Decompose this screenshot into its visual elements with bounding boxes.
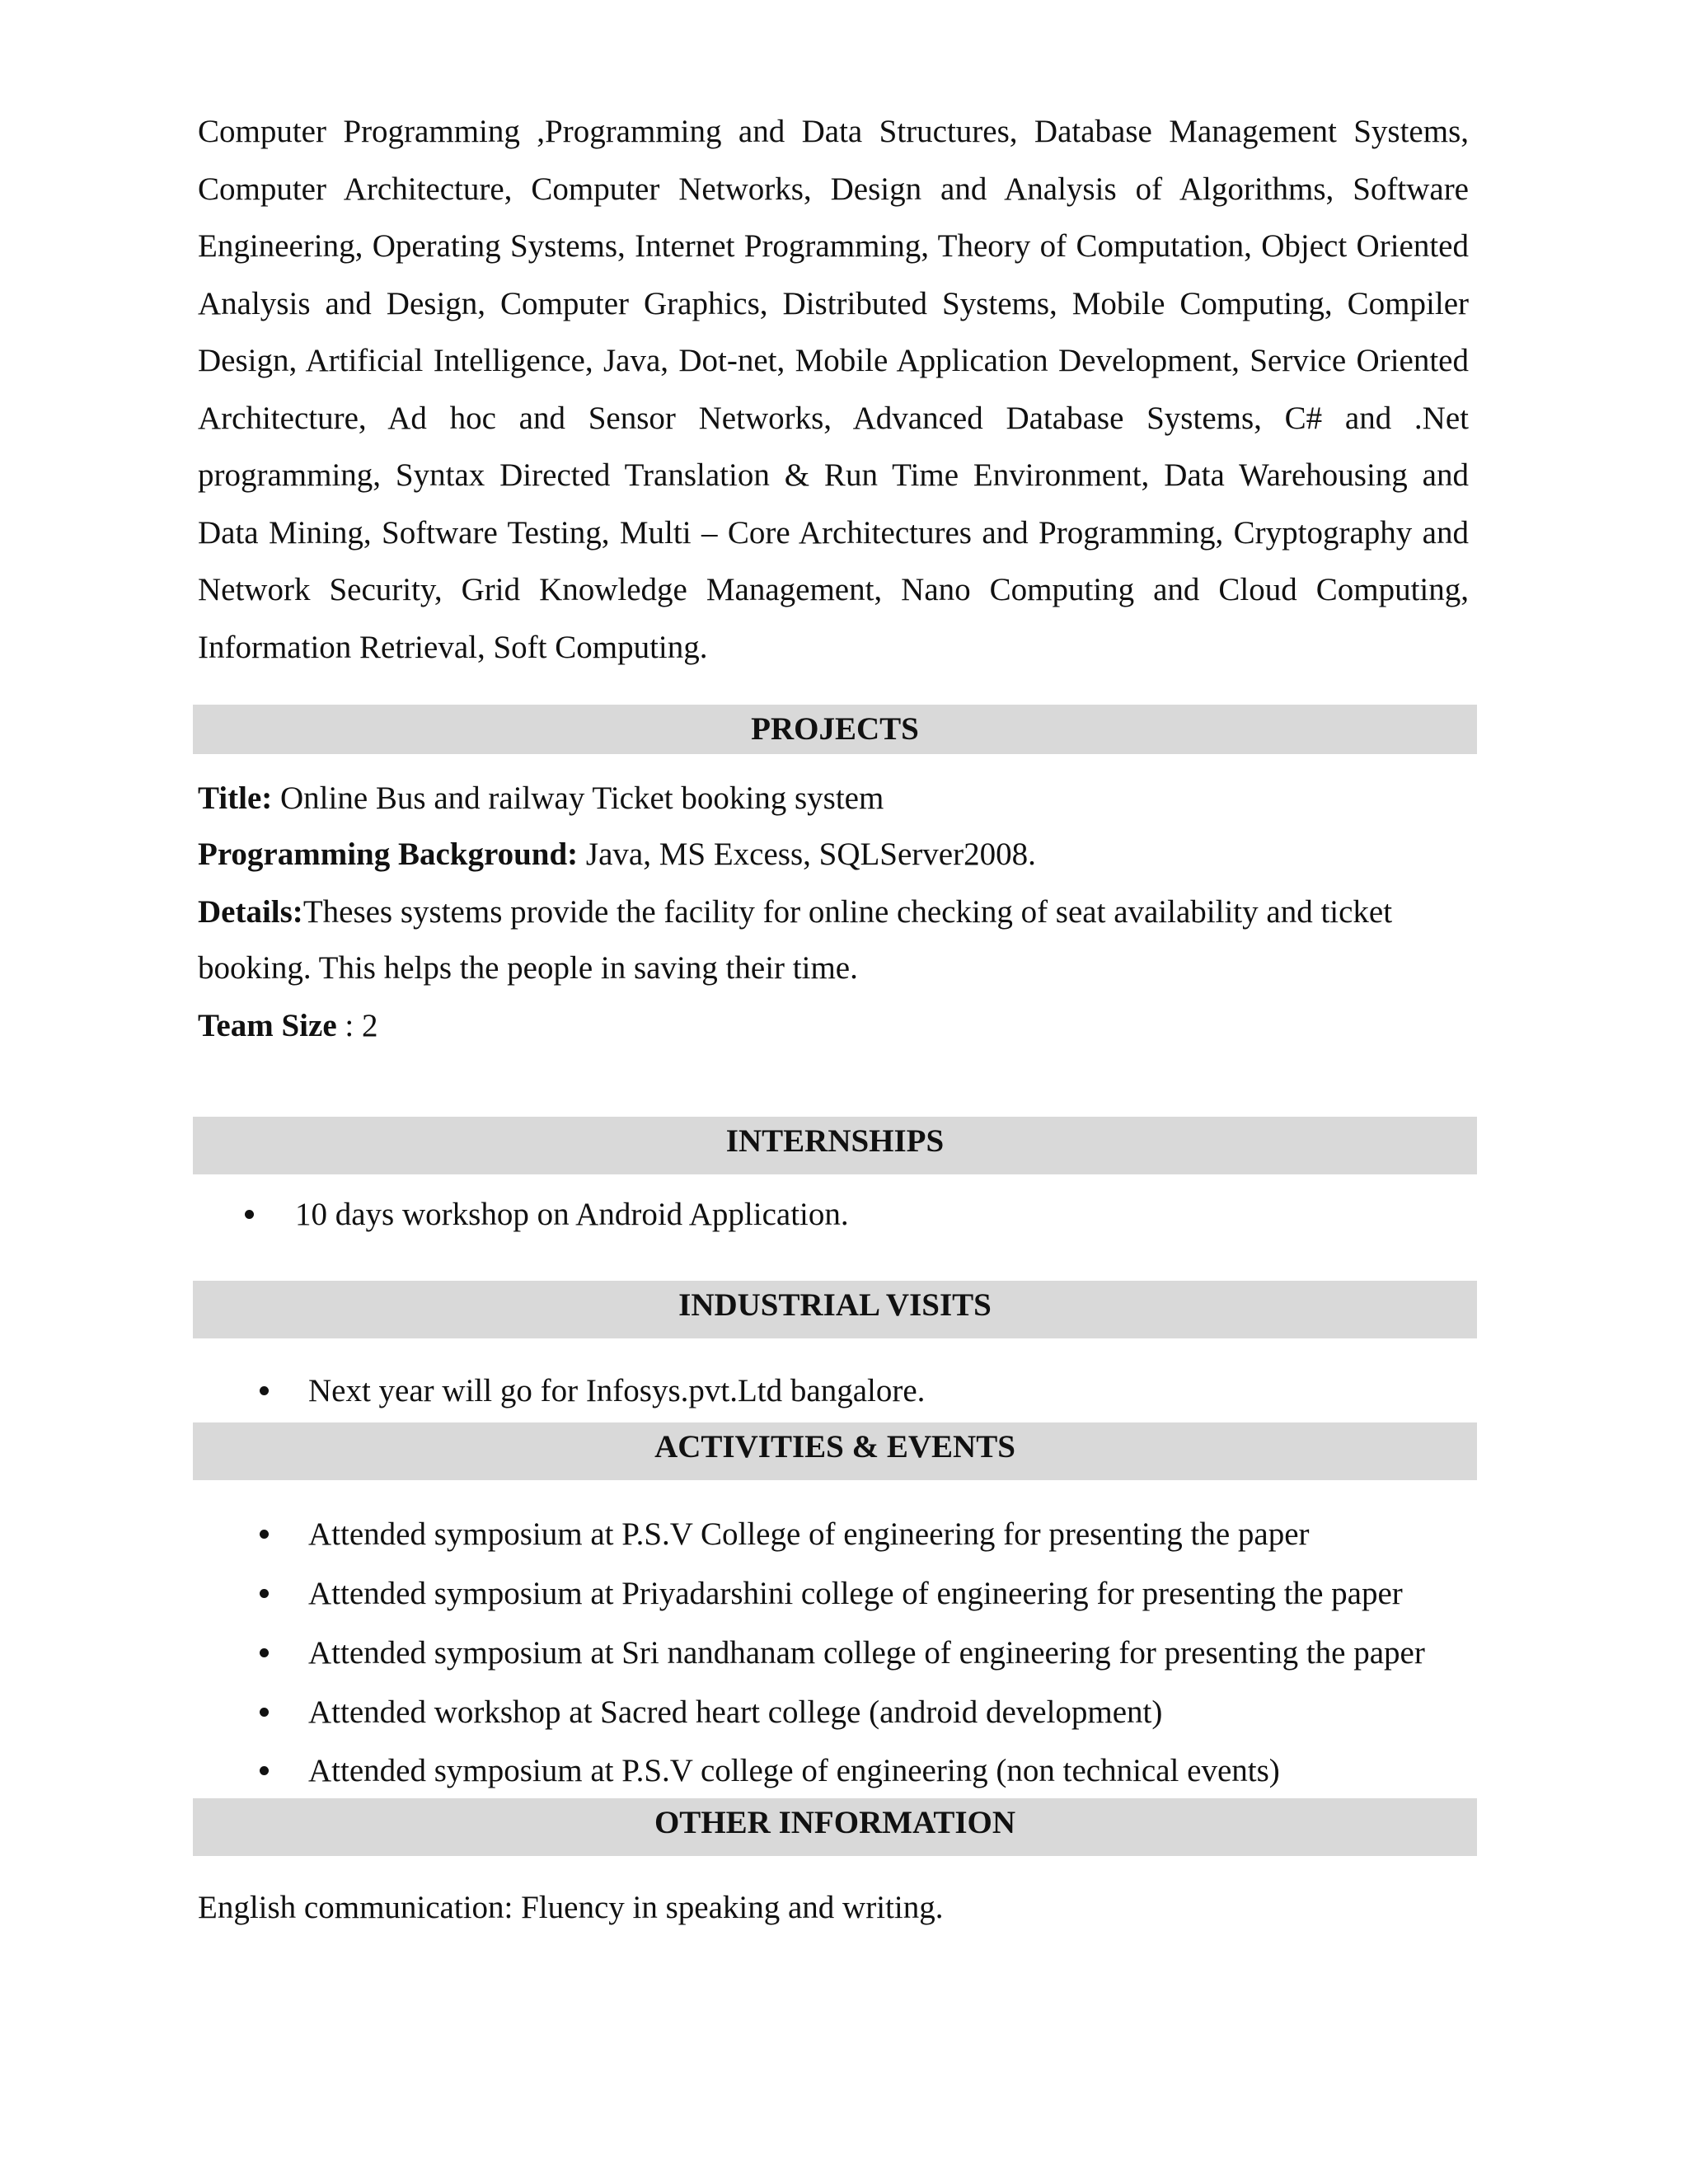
project-title-value: Online Bus and railway Ticket booking system [280, 780, 884, 816]
bullet-icon [260, 1766, 269, 1775]
internships-heading: INTERNSHIPS [193, 1117, 1477, 1174]
project-team-value: : 2 [345, 1008, 378, 1043]
project-details-line [198, 892, 1392, 933]
project-title-line [198, 778, 884, 819]
activities-heading: ACTIVITIES & EVENTS [193, 1422, 1477, 1480]
project-title-label: Title: [198, 780, 273, 816]
project-details-continuation: booking. This helps the people in saving their time. [198, 950, 858, 986]
bullet-icon [260, 1530, 269, 1539]
list-item: Attended workshop at Sacred heart college (android development) [308, 1694, 1163, 1730]
subjects-paragraph: Computer Programming ,Programming and Data Structures, Database Management Systems, Computer Architecture, Computer Networks, Design and Analysis of Algorithms, Software Engineering, Operating Systems, Internet Programming, Theory of Computation, Object Oriented Analysis and Design, Computer Graphics, Distributed Systems, Mobile Computing, Compiler Design, Artificial Intelligence, Java, Dot-net, Mobile Application Development, Service Oriented Architecture, Ad hoc and Sensor Networks, Advanced Database Systems, C# and .Net programming, Syntax Directed Translation & Run Time Environment, Data Warehousing and Data Mining, Software Testing, Multi – Core Architectures and Programming, Cryptography and Network Security, Grid Knowledge Management, Nano Computing and Cloud Computing, Information Retrieval, Soft Computing. [198, 114, 1469, 665]
bullet-icon [260, 1386, 269, 1395]
project-details-label: Details: [198, 894, 303, 930]
project-background-value: Java, MS Excess, SQLServer2008. [585, 837, 1036, 872]
list-item: Attended symposium at P.S.V College of engineering for presenting the paper [308, 1516, 1310, 1552]
bullet-icon [260, 1648, 269, 1657]
bullet-icon [260, 1589, 269, 1598]
bullet-icon [245, 1210, 254, 1219]
project-background-label: Programming Background: [198, 837, 579, 872]
other-information-heading: OTHER INFORMATION [193, 1798, 1477, 1856]
project-details-text: Theses systems provide the facility for online checking of seat availability and ticket [302, 894, 1393, 930]
bullet-icon [260, 1708, 269, 1717]
list-item: Attended symposium at Priyadarshini college of engineering for presenting the paper [308, 1576, 1403, 1611]
other-information-text: English communication: Fluency in speaking and writing. [198, 1890, 944, 1925]
list-item: Attended symposium at Sri nandhanam college of engineering for presenting the paper [308, 1635, 1425, 1671]
project-team-line [198, 1005, 377, 1047]
list-item: Attended symposium at P.S.V college of engineering (non technical events) [308, 1753, 1280, 1788]
projects-heading: PROJECTS [193, 705, 1477, 754]
list-item: 10 days workshop on Android Application. [295, 1197, 849, 1232]
industrial-visits-heading: INDUSTRIAL VISITS [193, 1281, 1477, 1338]
project-team-label: Team Size [198, 1008, 337, 1043]
project-background-line [198, 834, 1036, 875]
list-item: Next year will go for Infosys.pvt.Ltd bangalore. [308, 1373, 926, 1408]
